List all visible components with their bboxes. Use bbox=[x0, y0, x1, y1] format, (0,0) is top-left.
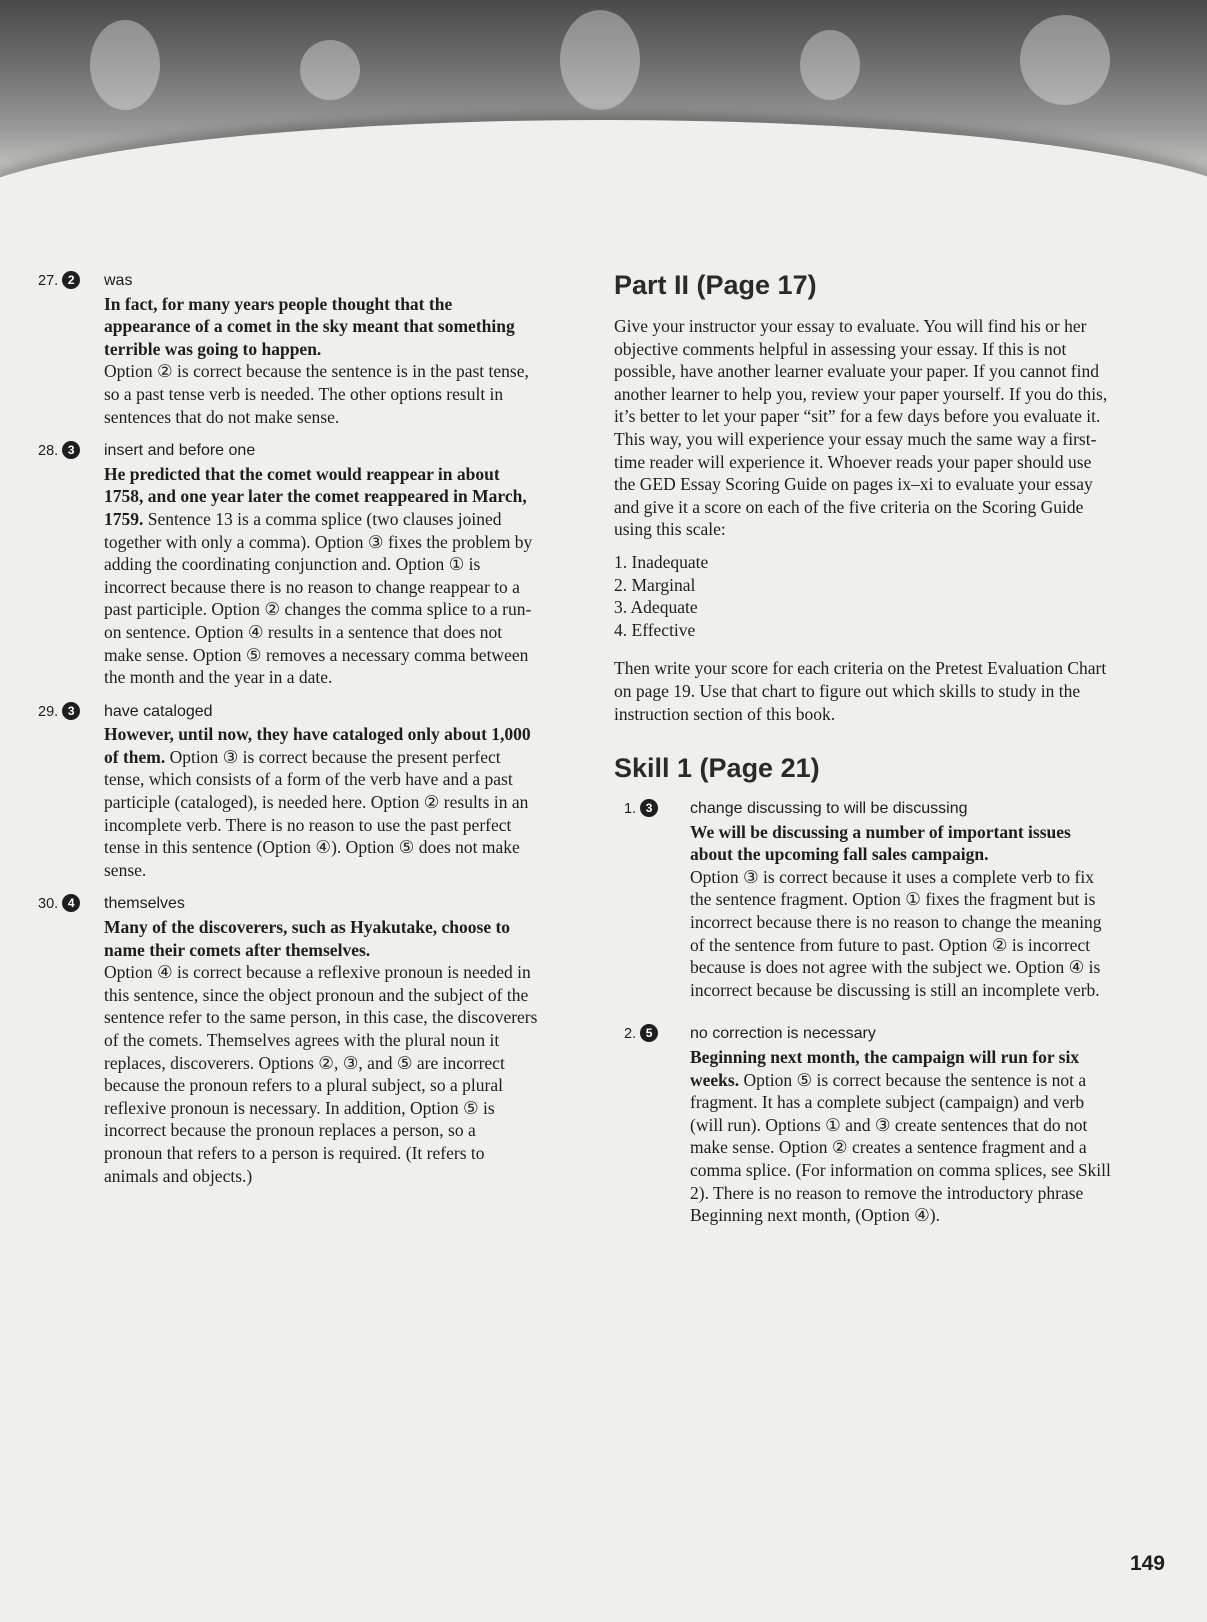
corrected-sentence: He predicted that the comet would reappear in about 1758, and one year later the comet reappeared in March, 1759. bbox=[104, 463, 527, 529]
part-2-instructions: Give your instructor your essay to evaluate. You will find his or her objective comments helpful in assessing your essay. If this is not possible, have another learner evaluate your paper. If you cannot find another learner to help you, review your paper yourself. If you do this, it’s better to let your paper “sit” for a few days before you evaluate it. This way, you will experience your essay much the same way a first-time reader will experience it. Whoever reads your paper should use the GED Essay Scoring Guide on pages ix–xi to evaluate your essay and give it a score on each of the five criteria on the Scoring Guide using this scale: bbox=[614, 316, 1108, 540]
answer-choice-badge: 3 bbox=[62, 702, 80, 720]
correct-answer: themselves bbox=[104, 895, 185, 913]
corrected-sentence: Many of the discoverers, such as Hyakutake, choose to name their comets after themselves. bbox=[104, 917, 511, 960]
section-heading-skill-1: Skill 1 (Page 21) bbox=[614, 753, 820, 784]
item-number: 30. 4 bbox=[38, 893, 102, 916]
answer-item-skill1-1 bbox=[624, 798, 1114, 1001]
header-photo-banner bbox=[0, 0, 1207, 185]
item-number: 1. 3 bbox=[624, 798, 688, 821]
item-number: 27. 2 bbox=[38, 270, 102, 293]
explanation: Option ⑤ is correct because the sentence is not a fragment. It has a complete subject (campaign) and verb (will run). Options ① and ③ create sentences that do not make sense. Option ② creates a sentence fragment and a comma splice. (For information on comma splices, see Skill 2). There is no reason to remove the introductory phrase Beginning next month, (Option ④). bbox=[690, 1069, 1111, 1226]
item-number: 2. 5 bbox=[624, 1023, 688, 1046]
answer-item-skill1-2 bbox=[624, 1023, 1114, 1226]
explanation: Option ② is correct because the sentence is in the past tense, so a past tense verb is needed. The other options result in sentences that do not make sense. bbox=[104, 361, 529, 427]
page-number: 149 bbox=[1129, 1552, 1165, 1575]
bottle-highlight bbox=[1020, 15, 1110, 105]
correct-answer: was bbox=[104, 272, 133, 289]
corrected-sentence: Beginning next month, the campaign will run for six weeks. bbox=[690, 1047, 1080, 1090]
correct-answer: insert and before one bbox=[104, 442, 256, 460]
explanation: Option ③ is correct because it uses a complete verb to fix the sentence fragment. Option ① fixes the fragment but is incorrect because there is no reason to change the meaning of the sentence from future to past. Option ② is incorrect because is does not agree with the subject we. Option ④ is incorrect because be discussing is still an incomplete verb. bbox=[690, 866, 1102, 1000]
bottle-highlight bbox=[90, 20, 160, 110]
answer-item-29 bbox=[38, 701, 538, 882]
part-2-followup: Then write your score for each criteria on the Pretest Evaluation Chart on page 19. Use that chart to figure out which skills to study in the instruction section of this book. bbox=[614, 658, 1107, 724]
scale-item: 2. Marginal bbox=[614, 574, 696, 595]
corrected-sentence: However, until now, they have cataloged only about 1,000 of them. bbox=[104, 724, 531, 767]
right-column bbox=[614, 270, 1114, 1239]
answer-choice-badge: 3 bbox=[640, 799, 658, 817]
correct-answer: change discussing to will be discussing bbox=[690, 800, 968, 818]
answer-choice-badge: 4 bbox=[62, 894, 80, 912]
scale-item: 4. Effective bbox=[614, 619, 696, 640]
answer-choice-badge: 3 bbox=[62, 441, 80, 459]
bottle-highlight bbox=[800, 30, 860, 100]
corrected-sentence: In fact, for many years people thought that the appearance of a comet in the sky meant that something terrible was going to happen. bbox=[104, 293, 515, 359]
item-number: 29. 3 bbox=[38, 701, 102, 724]
item-number: 28. 3 bbox=[38, 440, 102, 463]
answer-choice-badge: 5 bbox=[640, 1024, 658, 1042]
section-heading-part-2: Part II (Page 17) bbox=[614, 270, 817, 300]
scale-item: 3. Adequate bbox=[614, 597, 698, 618]
left-column bbox=[38, 270, 538, 1199]
answer-item-28 bbox=[38, 440, 538, 689]
bottle-highlight bbox=[300, 40, 360, 100]
banner-curve bbox=[0, 120, 1207, 185]
answer-item-27 bbox=[38, 270, 538, 428]
correct-answer: no correction is necessary bbox=[690, 1025, 876, 1043]
answer-item-30 bbox=[38, 893, 538, 1187]
scale-item: 1. Inadequate bbox=[614, 551, 709, 572]
answer-choice-badge: 2 bbox=[62, 271, 80, 289]
correct-answer: have cataloged bbox=[104, 702, 213, 720]
corrected-sentence: We will be discussing a number of important issues about the upcoming fall sales campaign. bbox=[690, 821, 1071, 865]
explanation: Sentence 13 is a comma splice (two clauses joined together with only a comma). Option ③ fixes the problem by adding the coordinating conjunction and. Option ① is incorrect because there is no reason to change reappear to a past participle. Option ② changes the comma splice to a run-on sentence. Option ④ results in a sentence that does not make sense. Option ⑤ removes a necessary comma between the month and the year in a date. bbox=[104, 508, 533, 688]
bottle-highlight bbox=[560, 10, 640, 110]
explanation: Option ③ is correct because the present perfect tense, which consists of a form of the verb have and a past participle (cataloged), is needed here. Option ② results in an incomplete verb. There is no reason to use the past perfect tense in this sentence (Option ④). Option ⑤ does not make sense. bbox=[104, 746, 529, 880]
explanation: Option ④ is correct because a reflexive pronoun is needed in this sentence, since the object pronoun and the subject of the sentence refer to the same person, in this case, the discoverers of the comets. Themselves agrees with the plural noun it replaces, discoverers. Options ②, ③, and ⑤ are incorrect because the pronoun refers to a plural subject, so a plural reflexive pronoun is necessary. In addition, Option ⑤ is incorrect because the pronoun replaces a person, so a pronoun that refers to a person is required. (It refers to animals and objects.) bbox=[104, 962, 538, 1186]
scoring-scale-list bbox=[614, 551, 1114, 641]
